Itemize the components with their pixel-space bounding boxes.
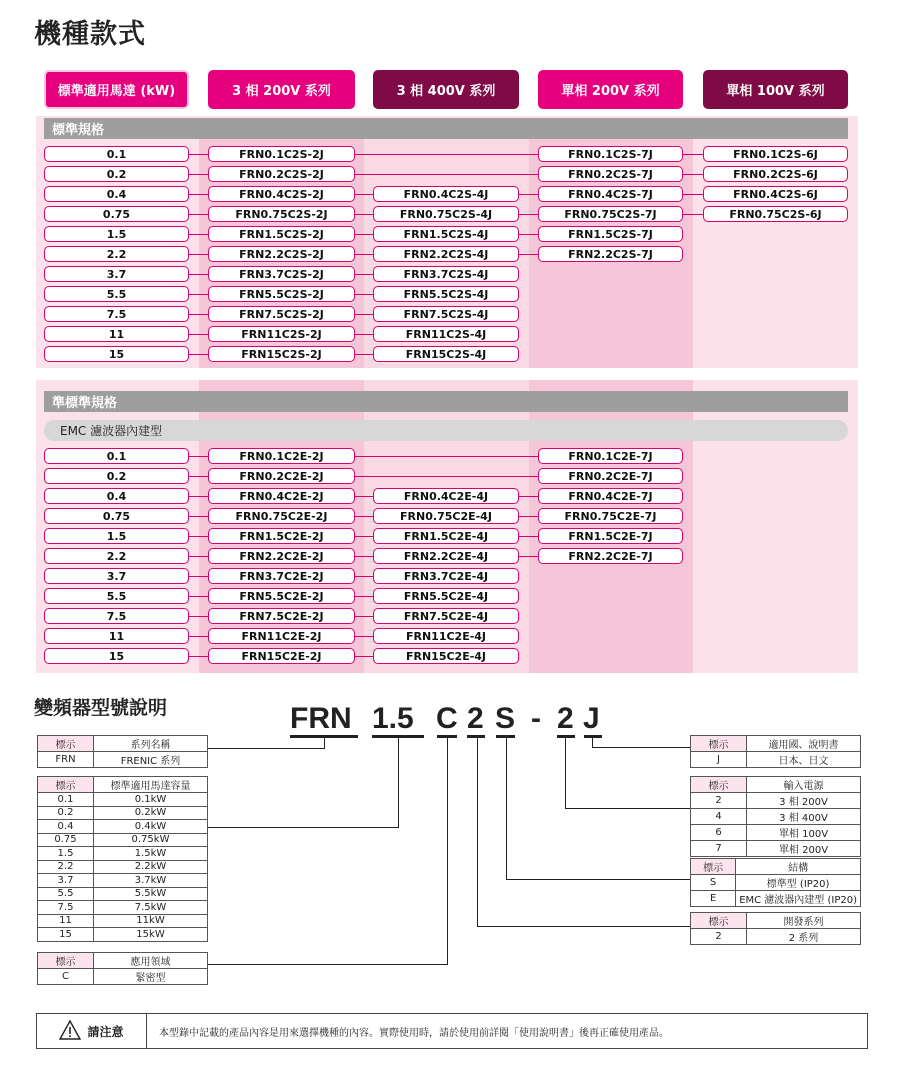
motor-kw-cell: 15: [44, 346, 189, 362]
motor-kw-cell: 0.1: [44, 146, 189, 162]
model-cell: FRN0.75C2E-7J: [538, 508, 683, 524]
motor-kw-cell: 5.5: [44, 588, 189, 604]
legend-row: [38, 914, 208, 928]
model-cell: FRN0.4C2E-4J: [373, 488, 519, 504]
model-cell: FRN5.5C2E-4J: [373, 588, 519, 604]
model-cell: FRN2.2C2E-7J: [538, 548, 683, 564]
legend-key: 6: [691, 825, 747, 841]
header-motor-kw: 標準適用馬達 (kW): [44, 70, 189, 109]
legend-key: S: [691, 875, 736, 891]
header-3phase-400v: 3 相 400V 系列: [373, 70, 519, 109]
legend-value: 7.5kW: [94, 901, 208, 915]
connector-frn: [324, 738, 325, 748]
legend-row: [38, 833, 208, 847]
motor-kw-cell: 3.7: [44, 266, 189, 282]
legend-value-header: 結構: [736, 859, 861, 875]
legend-value: 3 相 400V: [747, 809, 861, 825]
code-part-capacity: 1.5: [372, 702, 414, 735]
legend-key: 0.2: [38, 806, 94, 820]
legend-key: 3.7: [38, 874, 94, 888]
model-cell: FRN0.2C2E-2J: [208, 468, 355, 484]
model-cell: FRN5.5C2S-4J: [373, 286, 519, 302]
model-cell: FRN0.1C2S-7J: [538, 146, 683, 162]
legend-row: [38, 901, 208, 915]
model-cell: FRN11C2S-2J: [208, 326, 355, 342]
motor-kw-cell: 0.2: [44, 166, 189, 182]
model-code-section-title: 變頻器型號說明: [34, 697, 168, 719]
legend-value-header: 應用領域: [94, 953, 208, 969]
legend-value: EMC 濾波器內建型 (IP20): [736, 891, 861, 907]
legend-value: 3.7kW: [94, 874, 208, 888]
legend-key-header: 標示: [691, 736, 747, 752]
development-legend-table: [690, 912, 861, 945]
model-cell: FRN1.5C2E-2J: [208, 528, 355, 544]
model-cell: FRN0.1C2E-2J: [208, 448, 355, 464]
motor-kw-cell: 1.5: [44, 226, 189, 242]
model-cell: FRN1.5C2E-4J: [373, 528, 519, 544]
legend-value-header: 輸入電源: [747, 777, 861, 793]
code-part-country: J: [583, 702, 600, 735]
model-cell: FRN0.4C2E-2J: [208, 488, 355, 504]
legend-value: 5.5kW: [94, 887, 208, 901]
model-cell: FRN0.4C2S-6J: [703, 186, 848, 202]
legend-value: FRENIC 系列: [94, 752, 208, 768]
legend-row: [38, 793, 208, 807]
code-part-dash: -: [531, 702, 541, 735]
legend-row: [691, 825, 861, 841]
legend-value-header: 系列名稱: [94, 736, 208, 752]
legend-value: 2.2kW: [94, 860, 208, 874]
model-cell: FRN15C2S-4J: [373, 346, 519, 362]
notice-head: [37, 1014, 147, 1048]
model-cell: FRN0.2C2S-2J: [208, 166, 355, 182]
legend-key-header: 標示: [38, 953, 94, 969]
model-cell: FRN3.7C2E-4J: [373, 568, 519, 584]
legend-row: [691, 891, 861, 907]
motor-kw-cell: 5.5: [44, 286, 189, 302]
legend-row: [38, 928, 208, 942]
legend-value: 0.2kW: [94, 806, 208, 820]
motor-kw-cell: 11: [44, 326, 189, 342]
legend-value: 單相 100V: [747, 825, 861, 841]
notice-title: 請注意: [87, 1024, 124, 1039]
legend-value: 標準型 (IP20): [736, 875, 861, 891]
page-title: 機種款式: [34, 19, 146, 50]
header-3phase-200v: 3 相 200V 系列: [208, 70, 355, 109]
legend-key: 0.1: [38, 793, 94, 807]
legend-key: 15: [38, 928, 94, 942]
model-cell: FRN0.2C2S-6J: [703, 166, 848, 182]
model-cell: FRN11C2S-4J: [373, 326, 519, 342]
connector-frn-h: [208, 748, 325, 749]
power-legend-table: [690, 776, 861, 857]
model-cell: FRN2.2C2E-2J: [208, 548, 355, 564]
code-part-application: C: [436, 702, 458, 735]
legend-key: 2: [691, 793, 747, 809]
legend-row: [38, 820, 208, 834]
model-cell: FRN1.5C2S-2J: [208, 226, 355, 242]
connector-structure-h: [506, 879, 690, 880]
model-cell: FRN0.75C2E-2J: [208, 508, 355, 524]
legend-value: 0.4kW: [94, 820, 208, 834]
connector-application-h: [208, 964, 448, 965]
connector-development-h: [477, 926, 690, 927]
model-cell: FRN0.2C2E-7J: [538, 468, 683, 484]
motor-kw-cell: 0.75: [44, 508, 189, 524]
model-cell: FRN3.7C2S-4J: [373, 266, 519, 282]
legend-key: 2: [691, 929, 747, 945]
connector-country-h: [592, 747, 690, 748]
motor-kw-cell: 1.5: [44, 528, 189, 544]
motor-kw-cell: 0.1: [44, 448, 189, 464]
model-cell: FRN7.5C2S-2J: [208, 306, 355, 322]
legend-key: J: [691, 752, 747, 768]
legend-key: 7: [691, 841, 747, 857]
model-cell: FRN15C2E-4J: [373, 648, 519, 664]
motor-kw-cell: 7.5: [44, 608, 189, 624]
capacity-legend-table: [37, 776, 208, 942]
legend-key: C: [38, 969, 94, 985]
model-cell: FRN2.2C2S-7J: [538, 246, 683, 262]
legend-key: 7.5: [38, 901, 94, 915]
model-cell: FRN7.5C2S-4J: [373, 306, 519, 322]
motor-kw-cell: 0.4: [44, 186, 189, 202]
legend-value: 2 系列: [747, 929, 861, 945]
model-cell: FRN0.75C2S-2J: [208, 206, 355, 222]
legend-key-header: 標示: [38, 736, 94, 752]
model-cell: FRN7.5C2E-4J: [373, 608, 519, 624]
model-cell: FRN0.2C2S-7J: [538, 166, 683, 182]
legend-row: [38, 887, 208, 901]
connector-application: [447, 738, 448, 964]
model-cell: FRN0.4C2S-4J: [373, 186, 519, 202]
notice-text: 本型錄中記載的產品內容是用來選擇機種的內容。實際使用時，請於使用前詳閱「使用說明書」後再正確使用產品。: [159, 1027, 669, 1039]
motor-kw-cell: 0.75: [44, 206, 189, 222]
model-cell: FRN5.5C2E-2J: [208, 588, 355, 604]
motor-kw-cell: 7.5: [44, 306, 189, 322]
legend-key: 4: [691, 809, 747, 825]
motor-kw-cell: 2.2: [44, 246, 189, 262]
model-cell: FRN2.2C2E-4J: [373, 548, 519, 564]
legend-value: 0.75kW: [94, 833, 208, 847]
model-cell: FRN1.5C2E-7J: [538, 528, 683, 544]
code-part-structure: S: [495, 702, 516, 735]
legend-value: 3 相 200V: [747, 793, 861, 809]
legend-key: 2.2: [38, 860, 94, 874]
emc-filter-bar: EMC 濾波器內建型: [44, 420, 848, 441]
model-cell: FRN0.4C2S-7J: [538, 186, 683, 202]
model-cell: FRN2.2C2S-2J: [208, 246, 355, 262]
standard-spec-bar: 標準規格: [44, 118, 848, 139]
model-cell: FRN15C2S-2J: [208, 346, 355, 362]
model-cell: FRN0.1C2S-6J: [703, 146, 848, 162]
legend-value: 1.5kW: [94, 847, 208, 861]
model-cell: FRN0.75C2S-4J: [373, 206, 519, 222]
connector-structure: [506, 738, 507, 879]
legend-value: 11kW: [94, 914, 208, 928]
legend-key: FRN: [38, 752, 94, 768]
legend-value: 單相 200V: [747, 841, 861, 857]
model-cell: FRN15C2E-2J: [208, 648, 355, 664]
code-part-development: 2: [467, 702, 484, 735]
legend-key: E: [691, 891, 736, 907]
underline-development: [467, 735, 485, 738]
code-part-power: 2: [557, 702, 574, 735]
motor-kw-cell: 2.2: [44, 548, 189, 564]
legend-row: [38, 874, 208, 888]
underline-country: [584, 735, 602, 738]
legend-key-header: 標示: [691, 777, 747, 793]
model-cell: FRN5.5C2S-2J: [208, 286, 355, 302]
connector-country: [592, 738, 593, 747]
header-1phase-100v: 單相 100V 系列: [703, 70, 848, 109]
model-cell: FRN1.5C2S-4J: [373, 226, 519, 242]
underline-power: [557, 735, 575, 738]
motor-kw-cell: 0.4: [44, 488, 189, 504]
legend-value: 0.1kW: [94, 793, 208, 807]
motor-kw-cell: 11: [44, 628, 189, 644]
motor-kw-cell: 15: [44, 648, 189, 664]
legend-key-header: 標示: [691, 913, 747, 929]
legend-key: 5.5: [38, 887, 94, 901]
model-cell: FRN0.1C2E-7J: [538, 448, 683, 464]
model-cell: FRN3.7C2E-2J: [208, 568, 355, 584]
code-part-frn: FRN: [290, 702, 352, 735]
warning-icon: [59, 1020, 81, 1043]
series-legend-table: [37, 735, 208, 768]
legend-value: 日本、日文: [747, 752, 861, 768]
motor-kw-cell: 3.7: [44, 568, 189, 584]
motor-kw-cell: 0.2: [44, 468, 189, 484]
country-legend-table: [690, 735, 861, 768]
model-cell: FRN0.75C2S-6J: [703, 206, 848, 222]
legend-row: [691, 841, 861, 857]
legend-value-header: 開發系列: [747, 913, 861, 929]
connector-power: [565, 738, 566, 808]
legend-row: [691, 793, 861, 809]
model-cell: FRN0.75C2S-7J: [538, 206, 683, 222]
notice-box: [36, 1013, 868, 1049]
legend-key: 1.5: [38, 847, 94, 861]
header-1phase-200v: 單相 200V 系列: [538, 70, 683, 109]
legend-key: 0.75: [38, 833, 94, 847]
legend-value: 緊密型: [94, 969, 208, 985]
legend-value-header: 標準適用馬達容量: [94, 777, 208, 793]
semi-standard-spec-bar: 準標準規格: [44, 391, 848, 412]
model-cell: FRN3.7C2S-2J: [208, 266, 355, 282]
model-cell: FRN11C2E-2J: [208, 628, 355, 644]
model-cell: FRN2.2C2S-4J: [373, 246, 519, 262]
legend-row: [691, 809, 861, 825]
model-cell: FRN1.5C2S-7J: [538, 226, 683, 242]
connector-development: [477, 738, 478, 926]
legend-key-header: 標示: [691, 859, 736, 875]
model-cell: FRN0.1C2S-2J: [208, 146, 355, 162]
legend-key: 11: [38, 914, 94, 928]
legend-value: 15kW: [94, 928, 208, 942]
legend-row: [38, 860, 208, 874]
connector-capacity-h: [208, 827, 399, 828]
legend-key-header: 標示: [38, 777, 94, 793]
model-cell: FRN7.5C2E-2J: [208, 608, 355, 624]
legend-key: 0.4: [38, 820, 94, 834]
legend-value-header: 適用國、說明書: [747, 736, 861, 752]
legend-row: [691, 875, 861, 891]
model-cell: FRN0.4C2S-2J: [208, 186, 355, 202]
legend-row: [38, 806, 208, 820]
legend-row: [38, 847, 208, 861]
connector-power-h: [565, 808, 690, 809]
connector-capacity: [398, 738, 399, 827]
structure-legend-table: [690, 858, 861, 907]
model-cell: FRN0.4C2E-7J: [538, 488, 683, 504]
model-cell: FRN11C2E-4J: [373, 628, 519, 644]
model-cell: FRN0.75C2E-4J: [373, 508, 519, 524]
application-legend-table: [37, 952, 208, 985]
